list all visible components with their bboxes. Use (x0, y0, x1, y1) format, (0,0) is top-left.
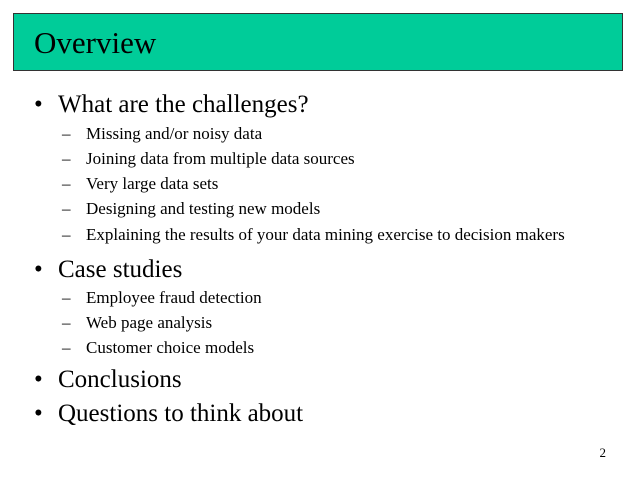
sub-bullet-item (62, 225, 565, 245)
sub-bullet-text: Designing and testing new models (86, 199, 321, 218)
bullet-text: Case studies (58, 256, 183, 283)
sub-bullet-item (62, 313, 212, 333)
sub-bullet-text: Joining data from multiple data sources (86, 149, 355, 168)
page-number: 2 (599, 445, 606, 460)
sub-bullet-text: Customer choice models (86, 338, 255, 357)
sub-bullet-text: Missing and/or noisy data (86, 124, 263, 143)
sub-bullet-item (62, 338, 254, 358)
dash-icon: – (62, 199, 71, 218)
slide-title: Overview (34, 25, 157, 60)
bullet-item (34, 255, 182, 285)
bullet-icon: • (34, 91, 43, 118)
bullet-item (34, 399, 303, 429)
dash-icon: – (62, 149, 71, 168)
bullet-icon: • (34, 366, 43, 393)
bullet-text: Questions to think about (58, 400, 304, 427)
dash-icon: – (62, 313, 71, 332)
bullet-icon: • (34, 256, 43, 283)
sub-bullet-item (62, 149, 355, 169)
bullet-item (34, 365, 182, 395)
bullet-icon: • (34, 400, 43, 427)
sub-bullet-item (62, 174, 218, 194)
dash-icon: – (62, 338, 71, 357)
dash-icon: – (62, 174, 71, 193)
bullet-text: Conclusions (58, 366, 182, 393)
bullet-item (34, 90, 309, 120)
sub-bullet-text: Very large data sets (86, 174, 219, 193)
sub-bullet-text: Explaining the results of your data mining exercise to decision makers (86, 225, 565, 244)
dash-icon: – (62, 288, 71, 307)
sub-bullet-text: Employee fraud detection (86, 288, 262, 307)
dash-icon: – (62, 225, 71, 244)
sub-bullet-item (62, 124, 262, 144)
sub-bullet-item (62, 199, 320, 219)
sub-bullet-item (62, 288, 262, 308)
sub-bullet-text: Web page analysis (86, 313, 213, 332)
bullet-text: What are the challenges? (58, 91, 309, 118)
dash-icon: – (62, 124, 71, 143)
